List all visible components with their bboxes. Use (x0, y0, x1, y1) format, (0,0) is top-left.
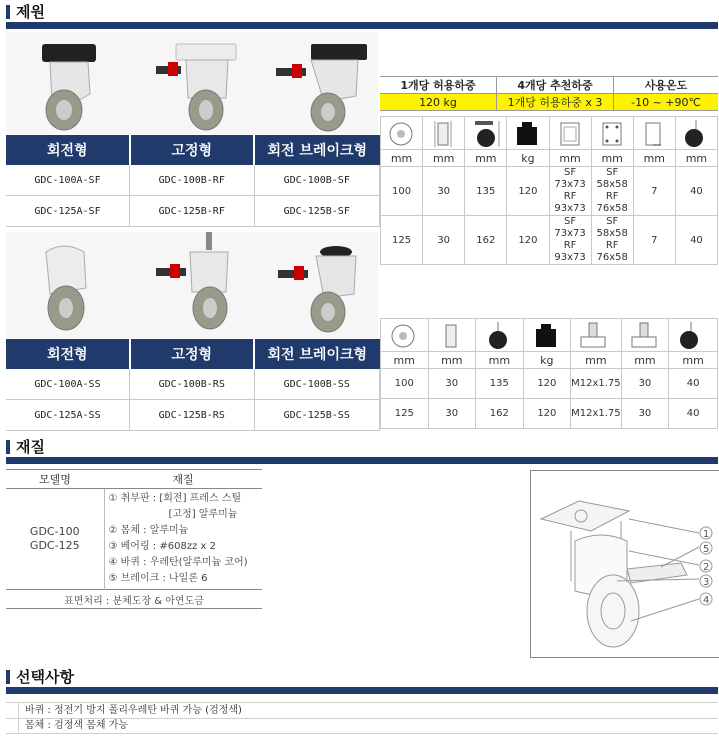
callout-2: 2 (703, 562, 710, 573)
section-divider (6, 457, 718, 464)
col-header-brake: 회전 브레이크형 (254, 339, 380, 369)
spec-table-stem (380, 318, 718, 429)
model-code: GDC-100B-RS (130, 369, 255, 400)
model-code: GDC-125B-RS (130, 400, 255, 431)
spec-value: 30 (621, 399, 669, 429)
rating-header: 사용온도 (614, 77, 719, 94)
spec-value: 125 (381, 399, 429, 429)
fixed-caster-image (156, 44, 236, 130)
spec-value: 120 (507, 216, 549, 265)
model-code: GDC-125A-SF (6, 196, 130, 227)
unit-label: mm (381, 150, 423, 167)
spec-value: 100 (381, 369, 429, 399)
fixed-stem-caster-image (156, 232, 228, 329)
unit-label: mm (621, 352, 669, 369)
spec-value: 135 (476, 369, 524, 399)
unit-label: mm (428, 352, 476, 369)
model-table-plate (6, 135, 380, 227)
spec-value: 135 (465, 167, 507, 216)
material-item: ① 취부판 : [회전] 프레스 스틸 (108, 493, 242, 504)
spec-value: 162 (476, 399, 524, 429)
col-header-fixed: 고정형 (130, 339, 255, 369)
swivel-radius-icon (675, 117, 717, 150)
swivel-caster-image (42, 44, 96, 130)
unit-label: kg (507, 150, 549, 167)
stem-length-icon (621, 319, 669, 352)
material-item: ③ 베어링 : #608zz x 2 (108, 541, 216, 552)
material-table (6, 469, 262, 609)
spec-value: 162 (465, 216, 507, 265)
spec-value: 40 (669, 399, 718, 429)
load-weight-icon (507, 117, 549, 150)
material-header-material: 재질 (104, 470, 262, 489)
brake-stem-caster-image (278, 246, 356, 332)
spec-value: M12x1.75 (571, 399, 622, 429)
swivel-radius-icon (669, 319, 718, 352)
callout-4: 4 (703, 595, 710, 606)
rating-value: 1개당 허용하중 x 3 (497, 94, 614, 111)
model-code: GDC-125A-SS (6, 400, 130, 431)
col-header-swivel: 회전형 (6, 339, 130, 369)
caster-photos-stem-type (6, 232, 378, 338)
section-divider (6, 22, 718, 29)
spec-value: SF 73x73 RF 93x73 (549, 216, 591, 265)
thread-stem-icon (571, 319, 622, 352)
wheel-diameter-icon (381, 319, 429, 352)
unit-label: kg (523, 352, 571, 369)
overall-height-icon (465, 117, 507, 150)
col-header-brake: 회전 브레이크형 (254, 135, 380, 165)
spec-value: SF 73x73 RF 93x73 (549, 167, 591, 216)
material-item: [고정] 알루미늄 (168, 509, 238, 520)
spec-value: 125 (381, 216, 423, 265)
spec-value: 40 (669, 369, 718, 399)
caster-photos-plate-type (6, 32, 378, 134)
spec-value: 30 (428, 369, 476, 399)
model-code: GDC-100B-SF (254, 165, 380, 196)
unit-label: mm (465, 150, 507, 167)
model-code: GDC-100B-RF (130, 165, 255, 196)
spec-section-title: 제원 (6, 2, 45, 22)
spec-value: 120 (523, 399, 571, 429)
brake-caster-image (276, 44, 367, 131)
overall-height-icon (476, 319, 524, 352)
callout-3: 3 (703, 577, 710, 588)
wheel-width-icon (428, 319, 476, 352)
spec-value: 30 (621, 369, 669, 399)
surface-treatment: 표면처리 : 분체도장 & 아연도금 (6, 590, 262, 609)
rating-header: 1개당 허용하중 (380, 77, 497, 94)
spec-value: 40 (675, 216, 717, 265)
material-section-title: 재질 (6, 437, 45, 457)
material-item: ⑤ 브레이크 : 나일론 6 (108, 573, 208, 584)
rating-header: 4개당 추천하중 (497, 77, 614, 94)
unit-label: mm (633, 150, 675, 167)
model-code: GDC-100A-SF (6, 165, 130, 196)
spec-value: 30 (428, 399, 476, 429)
rating-value: -10 ~ +90℃ (614, 94, 719, 111)
wheel-diameter-icon (381, 117, 423, 150)
material-item: ④ 바퀴 : 우레탄(알루미늄 코어) (108, 557, 248, 568)
option-item: 몸체 : 검정색 몸체 가능 (6, 718, 718, 734)
model-code: GDC-100A-SS (6, 369, 130, 400)
unit-label: mm (476, 352, 524, 369)
model-code: GDC-125B-SS (254, 400, 380, 431)
spec-value: 30 (423, 167, 465, 216)
section-divider (6, 687, 718, 694)
unit-label: mm (549, 150, 591, 167)
load-weight-icon (523, 319, 571, 352)
material-item: ② 몸체 : 알루미늄 (108, 525, 189, 536)
spec-value: SF 58x58 RF 76x58 (591, 167, 633, 216)
callout-1: 1 (703, 529, 710, 540)
spec-value: M12x1.75 (571, 369, 622, 399)
col-header-swivel: 회전형 (6, 135, 130, 165)
bolt-spacing-icon (591, 117, 633, 150)
wheel-width-icon (423, 117, 465, 150)
plate-size-icon (549, 117, 591, 150)
offset-icon (633, 117, 675, 150)
callout-5: 5 (703, 544, 710, 555)
option-item: 바퀴 : 정전기 방지 폴리우레탄 바퀴 가능 (검정색) (6, 702, 718, 719)
spec-value: 7 (633, 167, 675, 216)
material-header-model: 모델명 (6, 470, 104, 489)
spec-value: 100 (381, 167, 423, 216)
unit-label: mm (571, 352, 622, 369)
model-code: GDC-100B-SS (254, 369, 380, 400)
unit-label: mm (381, 352, 429, 369)
spec-value: 120 (523, 369, 571, 399)
spec-value: 30 (423, 216, 465, 265)
spec-value: SF 58x58 RF 76x58 (591, 216, 633, 265)
spec-table-plate (380, 116, 718, 265)
load-rating-table (380, 76, 718, 111)
unit-label: mm (423, 150, 465, 167)
col-header-fixed: 고정형 (130, 135, 255, 165)
swivel-stem-caster-image (46, 246, 86, 330)
options-section-title: 선택사항 (6, 667, 74, 687)
unit-label: mm (591, 150, 633, 167)
spec-value: 40 (675, 167, 717, 216)
material-models: GDC-100 GDC-125 (6, 489, 104, 590)
rating-value: 120 kg (380, 94, 497, 111)
model-code: GDC-125B-RF (130, 196, 255, 227)
spec-value: 120 (507, 167, 549, 216)
unit-label: mm (669, 352, 718, 369)
caster-drawing (530, 470, 719, 658)
spec-value: 7 (633, 216, 675, 265)
model-table-stem (6, 339, 380, 431)
model-code: GDC-125B-SF (254, 196, 380, 227)
unit-label: mm (675, 150, 717, 167)
